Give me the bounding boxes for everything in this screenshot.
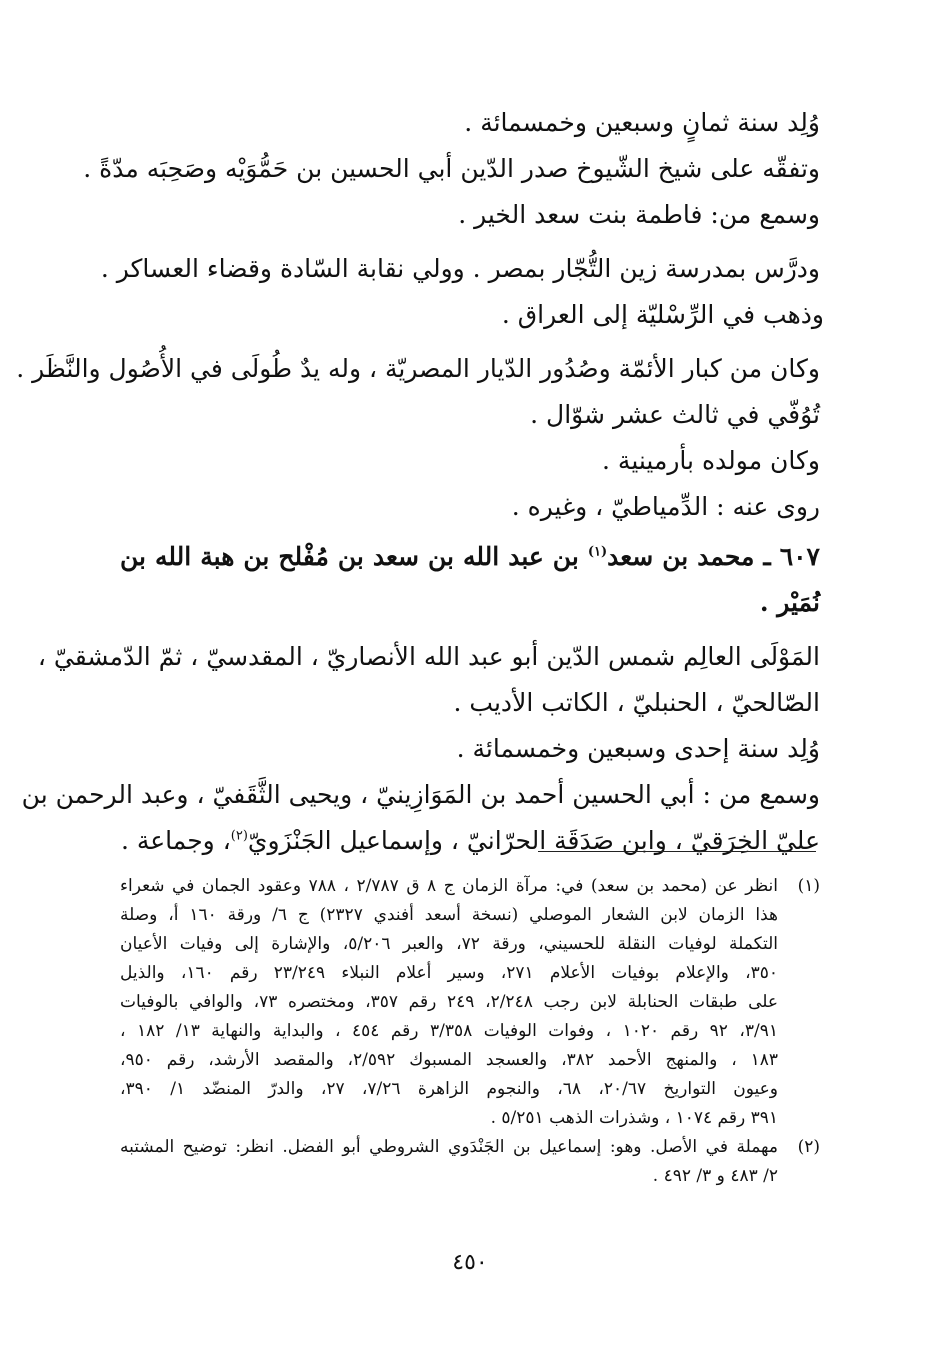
text-line	[120, 818, 820, 864]
entry-number-name: ٦٠٧ ـ محمد بن سعد	[607, 542, 820, 571]
footnotes	[120, 872, 820, 1191]
footnote-line: التكملة لوفيات النقلة للحسيني، ورقة ٧٢، والعبر ٥/٢٠٦، والإشارة إلى وفيات الأعيان	[120, 934, 778, 954]
footnote-line: ٣٥٠، والإعلام بوفيات الأعلام ٢٧١، وسير أعلام النبلاء ٢٣/٢٤٩ رقم ١٦٠، والذيل	[120, 963, 778, 983]
text-line: وتفقّه على شيخ الشّيوخ صدر الدّين أبي الحسين بن حَمُّوَيْه وصَحِبَه مدّةً .	[83, 154, 820, 183]
text-line: وكان من كبار الأئمّة وصُدُور الدّيار المصريّة ، وله يدٌ طُولَى في الأُصُول والنَّظَر .	[16, 354, 820, 383]
footnote-number: (٢)	[797, 1137, 820, 1157]
text-line: وسمع من: فاطمة بنت سعد الخير .	[458, 200, 820, 229]
text-line: وسمع من : أبي الحسين أحمد بن المَوَازِينيّ ، ويحيى الثَّقَفيّ ، وعبد الرحمن بن	[21, 780, 820, 809]
last-line-after: ، وجماعة .	[120, 826, 231, 855]
footnote-line: ٣/٩١، ٩٢ رقم ١٠٢٠ ، وفوات الوفيات ٣/٣٥٨ رقم ٤٥٤ ، والبداية والنهاية ١٣/ ١٨٢ ،	[120, 1021, 779, 1041]
text-line: روى عنه : الدِّمياطيّ ، وغيره .	[511, 492, 820, 521]
entry-heading	[120, 534, 820, 580]
footnote-ref-2: (٢)	[230, 828, 248, 844]
footnote-line: مهملة في الأصل. وهو: إسماعيل بن الجَنْدَوي الشروطي أبو الفضل. انظر: توضيح المشتبه	[120, 1137, 778, 1157]
footnote-line: وعيون التواريخ ٢٠/٦٧، ٦٨، والنجوم الزاهرة ٧/٢٦، ٢٧، والدرّ المنضّد ١/ ٣٩٠،	[120, 1079, 778, 1099]
footnote-line: هذا الزمان لابن الشعار الموصلي (نسخة أسعد أفندي ٢٣٢٧) ج ٦/ ورقة ١٦٠ أ، وصلة	[120, 905, 779, 925]
entry-name-rest: بن عبد الله بن سعد بن مُفْلح بن هبة الله بن	[120, 542, 579, 571]
footnote-1	[120, 872, 820, 1133]
text-line: ودرَّس بمدرسة زين التُّجّار بمصر . وولي نقابة السّادة وقضاء العساكر .	[100, 254, 820, 283]
text-line: وكان مولده بأرمينية .	[602, 446, 820, 475]
text-line: وُلِد سنة ثمانٍ وسبعين وخمسمائة .	[464, 108, 820, 137]
last-line-before: عليّ الخِرَقيّ ، وابن صَدَقَة الحرّانيّ ، وإسماعيل الجَنْزَويّ	[247, 826, 820, 855]
text-line: وُلِد سنة إحدى وسبعين وخمسمائة .	[456, 734, 820, 763]
footnote-separator	[538, 851, 816, 852]
footnote-line: ٢/ ٤٨٣ و ٣/ ٤٩٢ .	[652, 1166, 778, 1186]
entry-name-end: نُمَيْر .	[759, 588, 820, 617]
footnote-line: ١٨٣ ، والمنهج الأحمد ٣٨٢، والعسجد المسبوك ٢/٥٩٢، والمقصد الأرشد، رقم ٩٥٠،	[120, 1050, 778, 1070]
main-text	[16, 100, 824, 864]
text-line: وذهب في الرِّسْليّة إلى العراق .	[501, 300, 824, 329]
text-line: تُوُفّي في ثالث عشر شوّال .	[530, 400, 820, 429]
text-line: المَوْلَى العالِم شمس الدّين أبو عبد الله الأنصاريّ ، المقدسيّ ، ثمّ الدّمشقيّ ،	[37, 642, 820, 671]
footnote-line: ٣٩١ رقم ١٠٧٤ ، وشذرات الذهب ٥/٢٥١ .	[490, 1108, 778, 1128]
footnote-ref-1: (١)	[587, 544, 608, 560]
footnote-2	[120, 1133, 820, 1191]
footnote-line: انظر عن (محمد بن سعد) في: مرآة الزمان ج ٨ ق ٢/٧٨٧ ، ٧٨٨ وعقود الجمان في شعراء	[120, 876, 778, 896]
footnote-line: على طبقات الحنابلة لابن رجب ٢/٢٤٨، ٢٤٩ رقم ٣٥٧، ومختصره ٧٣، والوافي بالوفيات	[120, 992, 779, 1012]
page-number: ٤٥٠	[452, 1250, 488, 1275]
text-line: الصّالحيّ ، الحنبليّ ، الكاتب الأديب .	[453, 688, 820, 717]
footnote-number: (١)	[797, 876, 820, 896]
